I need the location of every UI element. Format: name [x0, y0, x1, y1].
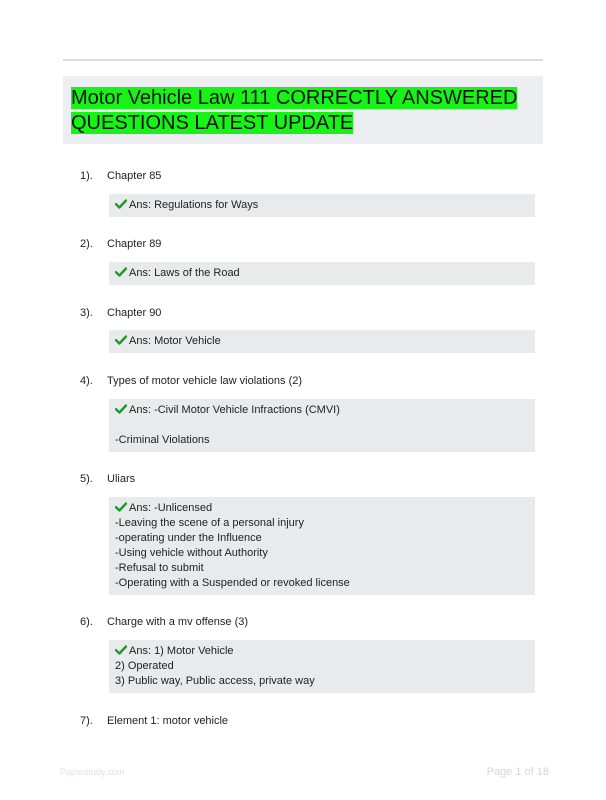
check-icon [115, 199, 127, 209]
question-text: Chapter 89 [107, 238, 162, 250]
question-number: 2). [80, 238, 93, 250]
check-icon [115, 645, 127, 655]
question-item [80, 374, 535, 446]
title-banner [63, 76, 543, 144]
page-number: Page 1 of 18 [486, 766, 549, 778]
answer-line: Ans: -Unlicensed [129, 502, 213, 514]
answer-line: Ans: 1) Motor Vehicle [129, 645, 234, 657]
question-number: 5). [80, 473, 93, 485]
footer-site-watermark: Paperstudy.com [60, 767, 125, 777]
question-text: Element 1: motor vehicle [107, 715, 229, 727]
answer-line: Ans: Motor Vehicle [129, 335, 221, 347]
answer-box [109, 640, 535, 693]
answer-line: -Using vehicle without Authority [115, 547, 268, 559]
question-text: Chapter 85 [107, 170, 162, 182]
question-item [80, 237, 535, 279]
answer-line: 2) Operated [115, 660, 174, 672]
question-number: 6). [80, 616, 93, 628]
question-text: Uliars [107, 473, 136, 485]
answer-line: -Leaving the scene of a personal injury [115, 517, 304, 529]
question-item [80, 306, 535, 347]
question-text: Charge with a mv offense (3) [107, 616, 249, 628]
question-item [80, 615, 535, 687]
check-icon [115, 335, 127, 345]
question-text: Types of motor vehicle law violations (2) [107, 375, 303, 387]
check-icon [115, 502, 127, 512]
check-icon [115, 404, 127, 414]
answer-box [109, 194, 535, 217]
answer-box [109, 262, 535, 285]
answer-line: Ans: -Civil Motor Vehicle Infractions (CMVI) [129, 404, 340, 416]
question-text: Chapter 90 [107, 307, 162, 319]
answer-line: -Operating with a Suspended or revoked license [115, 577, 350, 589]
answer-box [109, 497, 535, 595]
answer-box [109, 399, 535, 452]
answer-line: Ans: Laws of the Road [129, 267, 240, 279]
answer-line: -operating under the Influence [115, 532, 262, 544]
question-number: 4). [80, 375, 93, 387]
question-item [80, 169, 535, 211]
question-item [80, 472, 535, 589]
question-number: 7). [80, 715, 93, 727]
answer-box [109, 330, 535, 353]
question-item [80, 714, 535, 728]
answer-line: -Refusal to submit [115, 562, 204, 574]
page-title [71, 86, 535, 136]
top-divider [63, 59, 543, 61]
answer-line: Ans: Regulations for Ways [129, 199, 259, 211]
answer-line: 3) Public way, Public access, private way [115, 675, 315, 687]
title-line-1: Motor Vehicle Law 111 CORRECTLY ANSWERED [71, 87, 518, 109]
answer-line [115, 418, 529, 433]
title-line-2: QUESTIONS LATEST UPDATE [71, 112, 354, 134]
question-number: 3). [80, 307, 93, 319]
check-icon [115, 267, 127, 277]
question-number: 1). [80, 170, 93, 182]
answer-line: -Criminal Violations [115, 434, 210, 446]
